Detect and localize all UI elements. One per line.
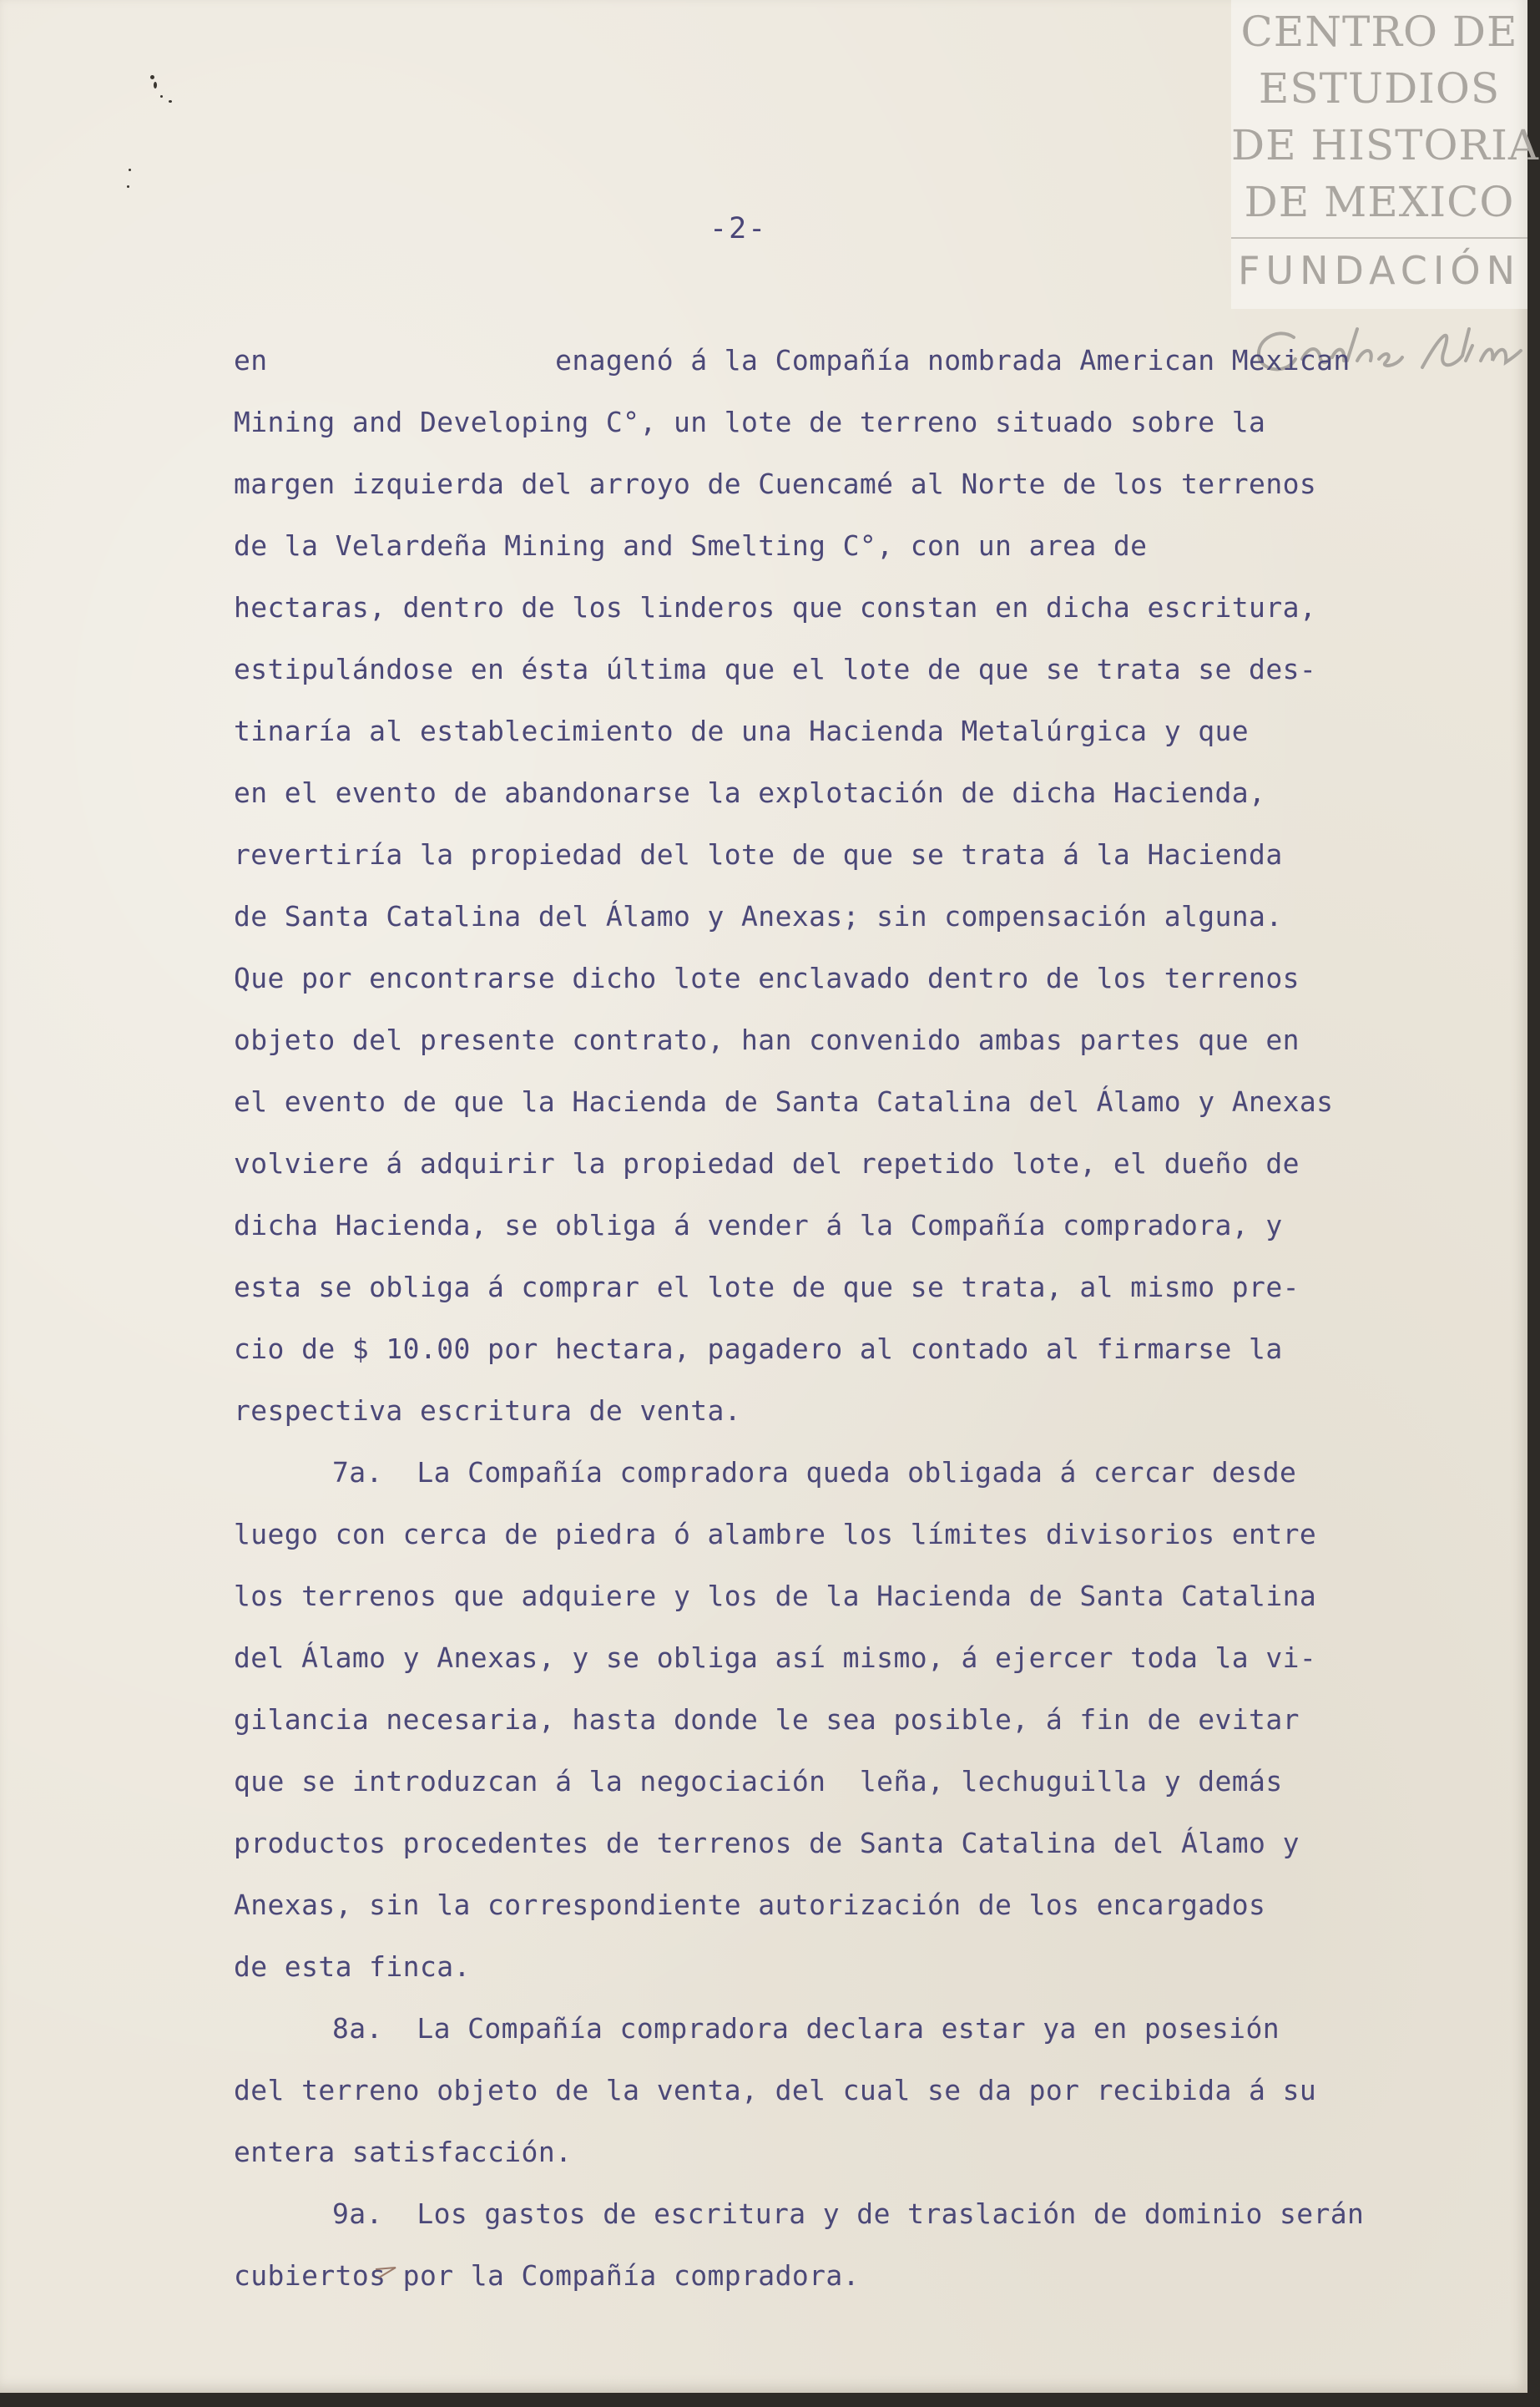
text-line: gilancia necesaria, hasta donde le sea posible, á fin de evitar: [234, 1703, 1300, 1736]
watermark-foundation: FUNDACIÓN: [1237, 248, 1522, 293]
watermark-divider: [1231, 237, 1527, 239]
text-line: del Álamo y Anexas, y se obliga así mismo, á ejercer toda la vi-: [234, 1641, 1317, 1674]
text-line: luego con cerca de piedra ó alambre los límites divisorios entre: [234, 1518, 1317, 1550]
text-line: de esta finca.: [234, 1950, 471, 1983]
text-line: del terreno objeto de la venta, del cual se da por recibida á su: [234, 2074, 1317, 2106]
text-line: de la Velardeña Mining and Smelting C°, con un area de: [234, 529, 1148, 562]
text-line: entera satisfacción.: [234, 2136, 573, 2168]
text-line: tinaría al establecimiento de una Hacienda Metalúrgica y que: [234, 715, 1250, 747]
text-line: revertiría la propiedad del lote de que se trata á la Hacienda: [234, 838, 1283, 871]
text-line: margen izquierda del arroyo de Cuencamé al Norte de los terrenos: [234, 468, 1317, 500]
page-number: -2-: [709, 212, 768, 245]
text-line: objeto del presente contrato, han convenido ambas partes que en: [234, 1024, 1300, 1056]
document-body: [234, 330, 1461, 2307]
text-line: que se introduzcan á la negociación leña, lechuguilla y demás: [234, 1765, 1283, 1798]
text-line: Que por encontrarse dicho lote enclavado dentro de los terrenos: [234, 962, 1300, 994]
archive-watermark: [1231, 0, 1539, 309]
text-line: 8a. La Compañía compradora declara estar ya en posesión: [332, 2012, 1280, 2045]
text-line: en enagenó á la Compañía nombrada American Mexican: [234, 344, 1351, 377]
watermark-line: CENTRO DE: [1240, 8, 1518, 56]
text-line: productos procedentes de terrenos de Santa Catalina del Álamo y: [234, 1827, 1300, 1859]
text-line: cio de $ 10.00 por hectara, pagadero al contado al firmarse la: [234, 1332, 1283, 1365]
text-line: cubiertos por la Compañía compradora.: [234, 2259, 860, 2292]
text-line: Anexas, sin la correspondiente autorización de los encargados: [234, 1889, 1266, 1921]
text-line: en el evento de abandonarse la explotación de dicha Hacienda,: [234, 776, 1266, 809]
text-line: 9a. Los gastos de escritura y de traslación de dominio serán: [332, 2197, 1365, 2230]
ink-mark: [374, 2264, 399, 2281]
text-line: esta se obliga á comprar el lote de que se trata, al mismo pre-: [234, 1271, 1300, 1303]
text-line: los terrenos que adquiere y los de la Hacienda de Santa Catalina: [234, 1580, 1317, 1612]
stray-marks: [117, 58, 200, 209]
text-line: respectiva escritura de venta.: [234, 1394, 742, 1427]
text-line: volviere á adquirir la propiedad del repetido lote, el dueño de: [234, 1147, 1300, 1180]
text-line: 7a. La Compañía compradora queda obligada á cercar desde: [332, 1456, 1297, 1489]
watermark-line: DE MEXICO: [1244, 178, 1515, 226]
text-line: de Santa Catalina del Álamo y Anexas; sin compensación alguna.: [234, 900, 1283, 933]
text-line: dicha Hacienda, se obliga á vender á la Compañía compradora, y: [234, 1209, 1283, 1241]
text-line: Mining and Developing C°, un lote de terreno situado sobre la: [234, 406, 1266, 438]
text-line: estipulándose en ésta última que el lote de que se trata se des-: [234, 653, 1317, 685]
watermark-line: DE HISTORIA: [1231, 121, 1539, 169]
text-line: el evento de que la Hacienda de Santa Catalina del Álamo y Anexas: [234, 1085, 1334, 1118]
watermark-line: ESTUDIOS: [1258, 64, 1501, 113]
text-line: hectaras, dentro de los linderos que constan en dicha escritura,: [234, 591, 1317, 624]
